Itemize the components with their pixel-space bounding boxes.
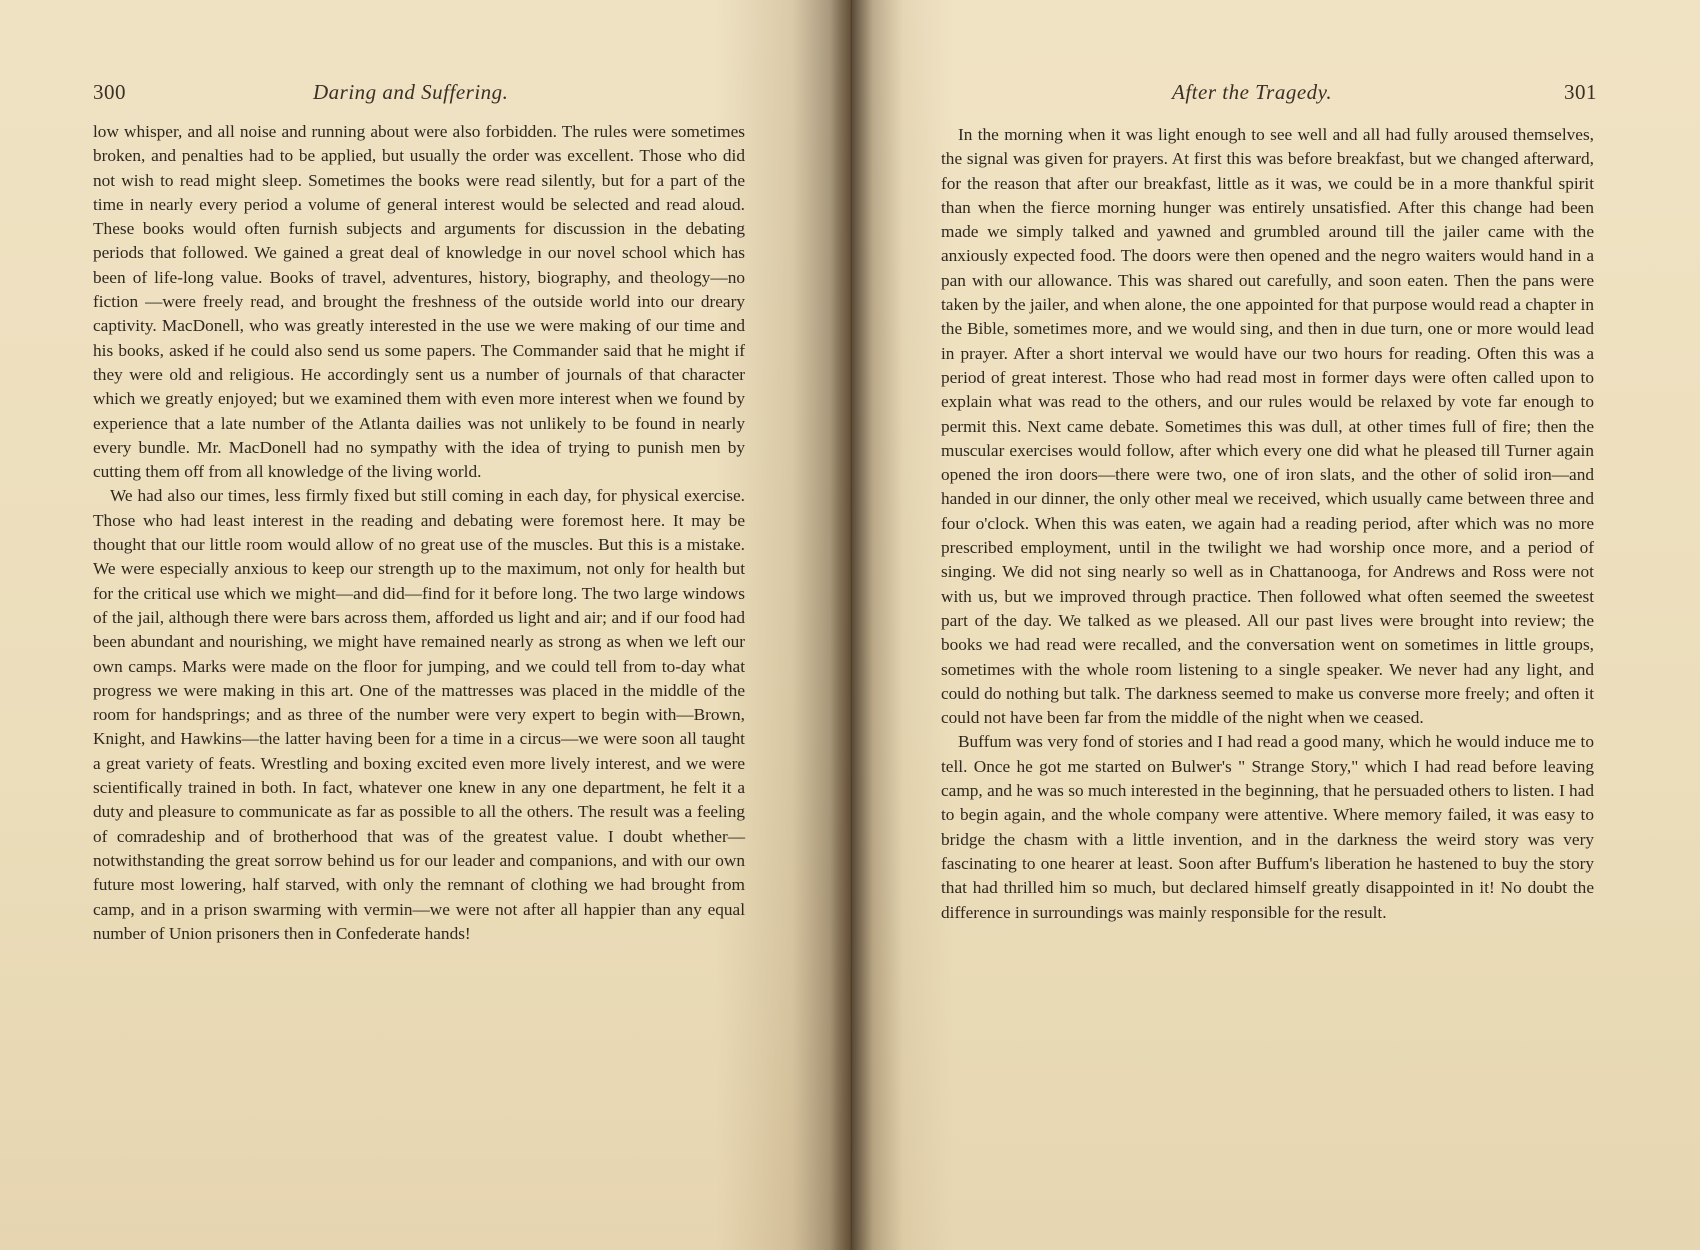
paragraph: low whisper, and all noise and running about were also forbidden. The rules were sometimes broken, and penalties had to be applied, but usually the order was excellent. Those who did not wish to read might sleep. Sometimes the books were read silently, but for a part of the time in nearly every period a volume of general interest would be selected and read aloud. These books would often furnish subjects and arguments for discussion in the debating periods that followed. We gained a great deal of knowledge in our novel school which has been of life-long value. Books of travel, adventures, history, biography, and theology—no fiction —were freely read, and brought the freshness of the outside world into our dreary captivity. MacDonell, who was greatly interested in the use we were making of our time and his books, asked if he could also send us some papers. The Commander said that he might if they were old and religious. He accordingly sent us a number of journals of that character which we greatly enjoyed; but we examined them with even more interest when we found by experience that a late number of the Atlanta dailies was not unlikely to be found in nearly every bundle. Mr. MacDonell had no sympathy with the idea of trying to punish men by cutting them off from all knowledge of the living world. bbox=[93, 122, 745, 482]
right-running-head bbox=[852, 80, 1700, 110]
running-title-left: Daring and Suffering. bbox=[313, 80, 509, 104]
left-running-head bbox=[0, 80, 852, 110]
paragraph: In the morning when it was light enough to see well and all had fully aroused themselves, the signal was given for prayers. At first this was before breakfast, but we changed afterward, for the reason that after our breakfast, little as it was, we could be in a more thankful spirit than when the fierce morning hunger was entirely unsatisfied. After this change had been made we simply talked and yawned and grumbled around till the jailer came with the anxiously expected food. The doors were then opened and the negro waiters would hand in a pan with our allowance. This was shared out carefully, and soon eaten. Then the pans were taken by the jailer, and when alone, the one appointed for that purpose would read a chapter in the Bible, sometimes more, and we would sing, and then in due turn, one or more would lead in prayer. After a short interval we would have our two hours for reading. Often this was a period of great interest. Those who had read most in former days were often called upon to explain what was read to the others, and our rules would be relaxed by vote far enough to permit this. Next came debate. Sometimes this was dull, at other times full of fire; then the muscular exercises would follow, after which every one did what he pleased till Turner again opened the iron doors—there were two, one of iron slats, and the other of solid iron—and handed in our dinner, the only other meal we received, which usually came between three and four o'clock. When this was eaten, we again had a reading period, after which was no more prescribed employment, until in the twilight we had worship once more, and a period of singing. We did not sing nearly so well as in Chattanooga, for Andrews and Ross were not with us, but we improved through practice. Then followed what often seemed the sweetest part of the day. We talked as we pleased. All our past lives were brought into review; the books we had read were recalled, and the conversation went on sometimes in little groups, sometimes with the whole room listening to a single speaker. We never had any light, and could do nothing but talk. The darkness seemed to make us converse more freely; and often it could not have been far from the middle of the night when we ceased. bbox=[941, 125, 1594, 728]
page-number-left: 300 bbox=[93, 80, 126, 104]
paragraph: Buffum was very fond of stories and I had read a good many, which he would induce me to tell. Once he got me started on Bulwer's " Strange Story," which I had read before leaving camp, and he was so much interested in the beginning, that he persuaded others to listen. I had to begin again, and the whole company were attentive. Where memory failed, it was easy to bridge the chasm with a little invention, and in the darkness the weird story was very fascinating to one hearer at least. Soon after Buffum's liberation he hastened to buy the story that had thrilled him so much, but declared himself greatly disappointed in it! No doubt the difference in surroundings was mainly responsible for the result. bbox=[941, 732, 1594, 922]
right-page bbox=[852, 0, 1700, 1250]
left-page-text bbox=[93, 120, 745, 946]
page-number-right: 301 bbox=[1564, 80, 1597, 104]
running-title-right: After the Tragedy. bbox=[1172, 80, 1333, 104]
right-page-text bbox=[941, 123, 1594, 925]
paragraph: We had also our times, less firmly fixed but still coming in each day, for physical exercise. Those who had least interest in the reading and debating were foremost here. It may be thought that our little room would allow of no great use of the muscles. But this is a mistake. We were especially anxious to keep our strength up to the maximum, not only for health but for the critical use which we might—and did—find for it before long. The two large windows of the jail, although there were bars across them, afforded us light and air; and if our food had been abundant and nourishing, we might have remained nearly as strong as when we left our own camps. Marks were made on the floor for jumping, and we could tell from to-day what progress we were making in this art. One of the mattresses was placed in the middle of the room for handsprings; and as three of the number were very expert to begin with—Brown, Knight, and Hawkins—the latter having been for a time in a circus—we were soon all taught a great variety of feats. Wrestling and boxing excited even more lively interest, and we were scientifically trained in both. In fact, whatever one knew in any one department, he felt it a duty and pleasure to communicate as far as possible to all the others. The result was a feeling of comradeship and of brotherhood that was of the greatest value. I doubt whether—notwithstanding the great sorrow behind us for our leader and companions, and with our own future most lowering, half starved, with only the remnant of clothing we had brought from camp, and in a prison swarming with vermin—we were not after all happier than any equal number of Union prisoners then in Confederate hands! bbox=[93, 486, 745, 943]
